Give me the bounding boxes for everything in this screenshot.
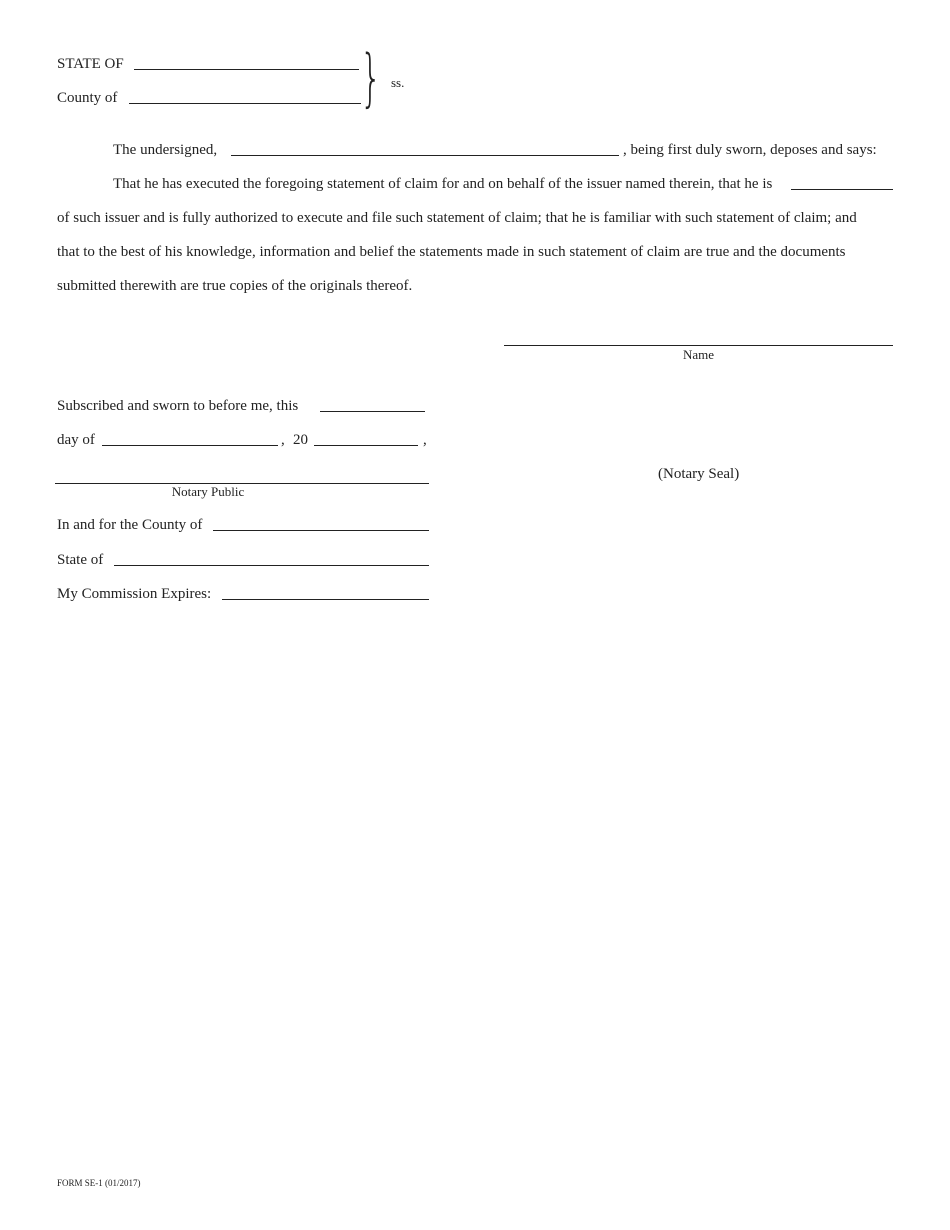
form-id: FORM SE-1 (01/2017) bbox=[57, 1178, 141, 1188]
undersigned-name-field[interactable] bbox=[231, 155, 619, 156]
notary-county-label: In and for the County of bbox=[57, 517, 203, 533]
state-of-label: STATE OF bbox=[57, 56, 124, 72]
notary-seal-label: (Notary Seal) bbox=[658, 466, 740, 482]
year-prefix: 20 bbox=[293, 432, 308, 448]
signature-field[interactable] bbox=[504, 345, 893, 346]
county-of-label: County of bbox=[57, 90, 118, 106]
day-number-field[interactable] bbox=[320, 411, 425, 412]
notary-state-field[interactable] bbox=[114, 565, 429, 566]
state-of-field[interactable] bbox=[134, 69, 359, 70]
notary-public-label: Notary Public bbox=[171, 484, 245, 499]
officer-title-field[interactable] bbox=[791, 189, 893, 190]
commission-expires-field[interactable] bbox=[222, 599, 429, 600]
month-field[interactable] bbox=[102, 445, 278, 446]
sworn-text: , being first duly sworn, deposes and says: bbox=[623, 142, 877, 158]
year-field[interactable] bbox=[314, 445, 418, 446]
year-suffix: , bbox=[423, 432, 427, 448]
subscribed-label: Subscribed and sworn to before me, this bbox=[57, 398, 299, 414]
affidavit-line-4: submitted therewith are true copies of the originals thereof. bbox=[57, 278, 413, 294]
county-of-field[interactable] bbox=[129, 103, 361, 104]
affidavit-line-2: of such issuer and is fully authorized to execute and file such statement of claim; that he is familiar with such statement of claim; and bbox=[57, 210, 857, 226]
commission-expires-label: My Commission Expires: bbox=[57, 586, 212, 602]
affidavit-line-3: that to the best of his knowledge, information and belief the statements made in such statement of claim are true and the documents bbox=[57, 244, 846, 260]
affidavit-line-1: That he has executed the foregoing statement of claim for and on behalf of the issuer named therein, that he is bbox=[113, 176, 773, 192]
venue-brace: } bbox=[360, 41, 382, 114]
ss-label: ss. bbox=[391, 75, 405, 90]
notary-state-label: State of bbox=[57, 552, 104, 568]
notary-county-field[interactable] bbox=[213, 530, 429, 531]
name-label: Name bbox=[682, 347, 715, 362]
day-of-label: day of bbox=[57, 432, 95, 448]
undersigned-label: The undersigned, bbox=[113, 142, 218, 158]
year-separator: , bbox=[281, 432, 285, 448]
